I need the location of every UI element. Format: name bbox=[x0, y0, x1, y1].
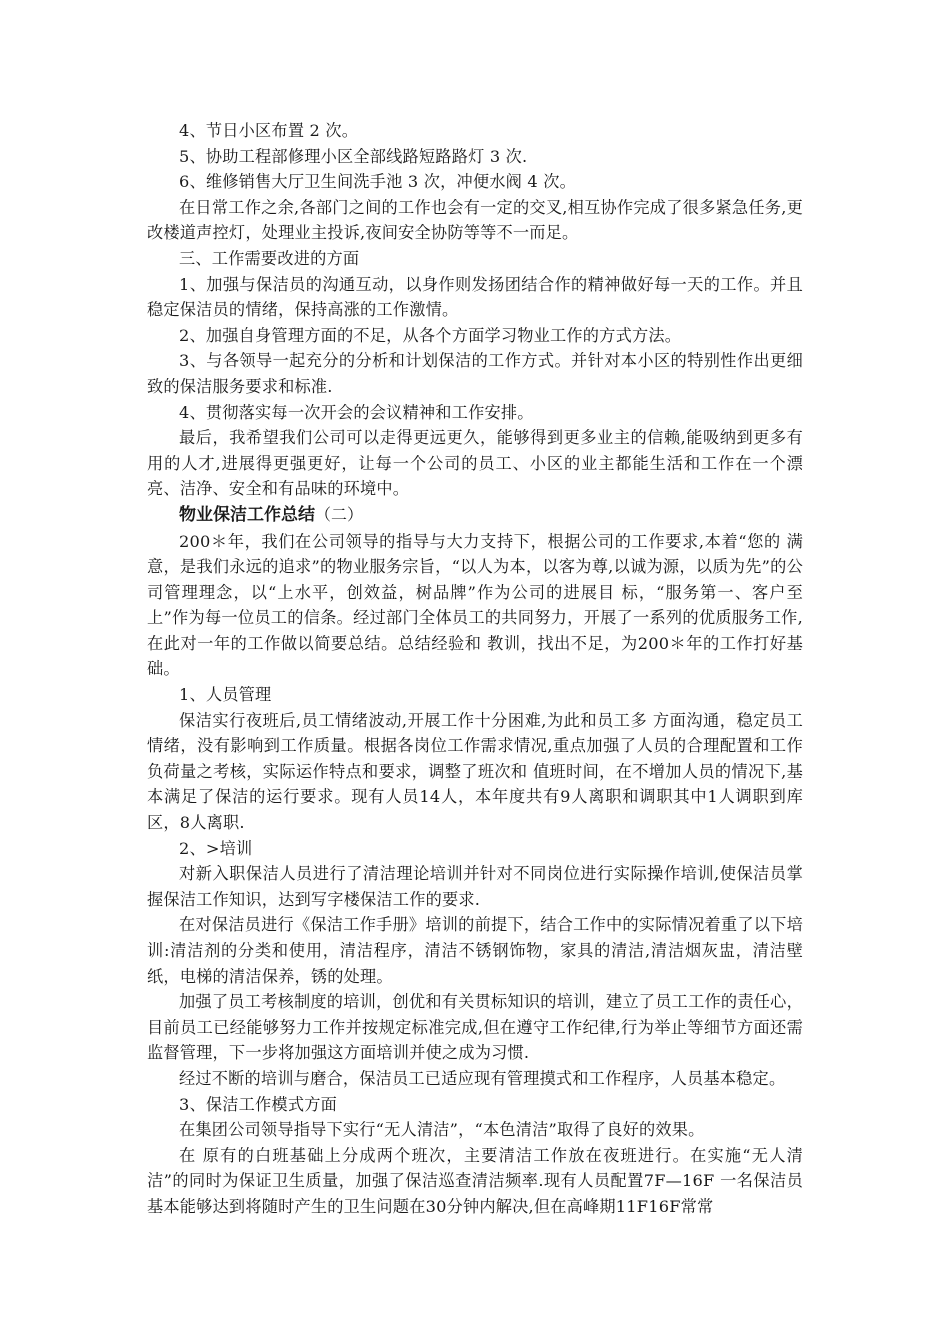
paragraph: 保洁实行夜班后,员工情绪波动,开展工作十分困难,为此和员工多 方面沟通，稳定员工情绪，没有影响到工作质量。根据各岗位工作需求情况,重点加强了人员的合理配置和工作负荷量之考核，实际运作特点和要求，调整了班次和 值班时间，在不增加人员的情况下,基本满足了保洁的运行要求。现有人员14人，本年度共有9人离职和调职其中1人调职到库区，8人离职. bbox=[147, 710, 803, 833]
paragraph: 在日常工作之余,各部门之间的工作也会有一定的交叉,相互协作完成了很多紧急任务,更改楼道声控灯，处理业主投诉,夜间安全协防等等不一而足。 bbox=[147, 197, 803, 243]
paragraph: 4、贯彻落实每一次开会的会议精神和工作安排。 bbox=[179, 402, 534, 422]
paragraph: 在 原有的白班基础上分成两个班次，主要清洁工作放在夜班进行。在实施“无人清洁”的同时为保证卫生质量，加强了保洁巡查清洁频率.现有人员配置7F—16F 一名保洁员基本能够达到将随时产生的卫生问题在30分钟内解决,但在高峰期11F16F常常 bbox=[147, 1145, 803, 1216]
document-body bbox=[147, 118, 803, 1220]
paragraph: 加强了员工考核制度的培训，创优和有关贯标知识的培训，建立了员工工作的责任心，目前员工已经能够努力工作并按规定标准完成,但在遵守工作纪律,行为举止等细节方面还需监督管理，下一步将加强这方面培训并使之成为习惯. bbox=[147, 992, 803, 1063]
paragraph: 最后，我希望我们公司可以走得更远更久，能够得到更多业主的信赖,能吸纳到更多有用的人才,进展得更强更好，让每一个公司的员工、小区的业主都能生活和工作在一个漂亮、洁净、安全和有品味的环境中。 bbox=[147, 428, 803, 499]
section-heading: 三、工作需要改进的方面 bbox=[179, 248, 360, 268]
paragraph: 3、与各领导一起充分的分析和计划保洁的工作方式。并针对本小区的特别性作出更细致的保洁服务要求和标准. bbox=[147, 351, 803, 396]
paragraph: 4、节日小区布置 2 次。 bbox=[179, 121, 359, 140]
section-heading: 1、人员管理 bbox=[179, 685, 272, 705]
paragraph: 对新入职保洁人员进行了清洁理论培训并针对不同岗位进行实际操作培训,使保洁员掌握保洁工作知识，达到写字楼保洁工作的要求. bbox=[147, 864, 803, 909]
paragraph: 在集团公司领导指导下实行“无人清洁”，“本色清洁”取得了良好的效果。 bbox=[179, 1120, 705, 1140]
section-heading: 2、>培训 bbox=[179, 838, 253, 858]
title-sub: （二） bbox=[315, 504, 364, 524]
paragraph: 2、加强自身管理方面的不足，从各个方面学习物业工作的方式方法。 bbox=[179, 325, 682, 345]
paragraph: 200＊年，我们在公司领导的指导与大力支持下，根据公司的工作要求,本着“您的 满意，是我们永远的追求”的物业服务宗旨，“以人为本，以客为尊,以诚为源，以质为先”的公司管理理念，以“上水平，创效益，树品牌”作为公司的进展目 标，“服务第一、客户至上”作为每一位员工的信条。经过部门全体员工的共同努力，开展了一系列的优质服务工作,在此对一年的工作做以简要总结。总结经验和 教训，找出不足，为200＊年的工作打好基础。 bbox=[147, 531, 803, 679]
paragraph: 在对保洁员进行《保洁工作手册》培训的前提下，结合工作中的实际情况着重了以下培训:清洁剂的分类和使用，清洁程序，清洁不锈钢饰物，家具的清洁,清洁烟灰盅，清洁壁纸，电梯的清洁保养，锈的处理。 bbox=[147, 915, 803, 986]
section-heading: 3、保洁工作模式方面 bbox=[179, 1094, 337, 1114]
document-title bbox=[147, 502, 803, 529]
title-main: 物业保洁工作总结 bbox=[179, 504, 315, 525]
paragraph: 5、协助工程部修理小区全部线路短路路灯 3 次. bbox=[179, 146, 528, 166]
paragraph: 1、加强与保洁员的沟通互动，以身作则发扬团结合作的精神做好每一天的工作。并且稳定保洁员的情绪，保持高涨的工作激情。 bbox=[147, 274, 803, 320]
paragraph: 经过不断的培训与磨合，保洁员工已适应现有管理摸式和工作程序，人员基本稳定。 bbox=[179, 1068, 786, 1088]
paragraph: 6、维修销售大厅卫生间洗手池 3 次，冲便水阀 4 次。 bbox=[179, 172, 577, 192]
